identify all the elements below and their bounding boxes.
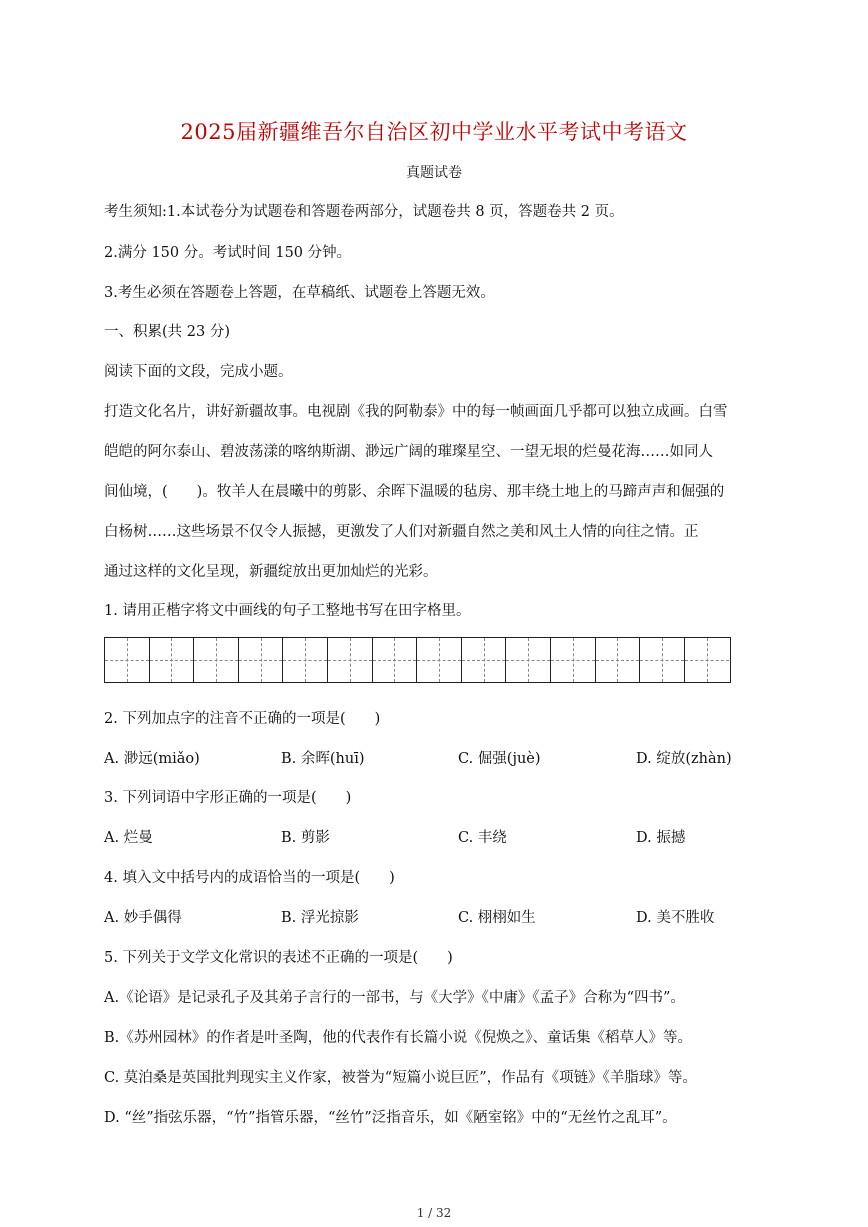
q2-option-a: A. 渺远(miǎo) — [104, 751, 200, 767]
q5-option-a: A.《论语》是记录孔子及其弟子言行的一部书，与《大学》《中庸》《孟子》合称为“四书”。 — [104, 990, 685, 1006]
grid-cell[interactable] — [150, 638, 195, 682]
q5-option-c: C. 莫泊桑是英国批判现实主义作家，被誉为“短篇小说巨匠”，作品有《项链》《羊脂球》等。 — [104, 1070, 697, 1086]
notice-line-3: 3.考生必须在答题卷上答题，在草稿纸、试题卷上答题无效。 — [104, 285, 495, 301]
grid-cell[interactable] — [373, 638, 418, 682]
exam-subtitle: 真题试卷 — [406, 165, 462, 181]
q4-option-b: B. 浮光掠影 — [281, 910, 359, 926]
passage-line: 间仙境，( )。牧羊人在晨曦中的剪影、余晖下温暖的毡房、那丰绕土地上的马蹄声声和倔强的 — [104, 484, 725, 500]
question-1: 1. 请用正楷字将文中画线的句子工整地书写在田字格里。 — [104, 603, 471, 619]
q5-option-d: D. “丝”指弦乐器，“竹”指管乐器，“丝竹”泛指音乐，如《陋室铭》中的“无丝竹之乱耳”。 — [104, 1110, 677, 1126]
grid-cell[interactable] — [105, 638, 150, 682]
page-number: 1 / 32 — [416, 1206, 452, 1220]
section-heading: 一、积累(共 23 分) — [104, 324, 230, 340]
q4-option-c: C. 栩栩如生 — [458, 910, 536, 926]
grid-cell[interactable] — [506, 638, 551, 682]
grid-cell[interactable] — [417, 638, 462, 682]
q2-option-d: D. 绽放(zhàn) — [636, 751, 732, 767]
tianzige-writing-grid[interactable] — [104, 637, 731, 683]
passage-line: 打造文化名片，讲好新疆故事。电视剧《我的阿勒泰》中的每一帧画面几乎都可以独立成画。白雪 — [104, 404, 728, 420]
q3-option-b: B. 剪影 — [281, 830, 330, 846]
passage-line: 皑皑的阿尔泰山、碧波荡漾的喀纳斯湖、渺远广阔的璀璨星空、一望无垠的烂曼花海……如同人 — [104, 444, 713, 460]
passage-line: 白杨树……这些场景不仅令人振撼，更激发了人们对新疆自然之美和风土人情的向往之情。正 — [104, 524, 699, 540]
reading-instruction: 阅读下面的文段，完成小题。 — [104, 364, 293, 380]
passage-line: 通过这样的文化呈现，新疆绽放出更加灿烂的光彩。 — [104, 564, 438, 580]
question-2: 2. 下列加点字的注音不正确的一项是( ) — [104, 711, 381, 727]
question-4: 4. 填入文中括号内的成语恰当的一项是( ) — [104, 870, 395, 886]
q2-option-b: B. 余晖(huī) — [281, 751, 365, 767]
q2-option-c: C. 倔强(juè) — [458, 751, 541, 767]
q5-option-b: B.《苏州园林》的作者是叶圣陶，他的代表作有长篇小说《倪焕之》、童话集《稻草人》等。 — [104, 1030, 693, 1046]
grid-cell[interactable] — [194, 638, 239, 682]
q3-option-d: D. 振撼 — [636, 830, 686, 846]
question-5: 5. 下列关于文学文化常识的表述不正确的一项是( ) — [104, 950, 453, 966]
notice-line-2: 2.满分 150 分。考试时间 150 分钟。 — [104, 245, 352, 261]
grid-cell[interactable] — [596, 638, 641, 682]
grid-cell[interactable] — [239, 638, 284, 682]
grid-cell[interactable] — [685, 638, 730, 682]
q4-option-d: D. 美不胜收 — [636, 910, 715, 926]
q3-option-c: C. 丰绕 — [458, 830, 507, 846]
grid-cell[interactable] — [551, 638, 596, 682]
notice-line-1: 考生须知:1.本试卷分为试题卷和答题卷两部分，试题卷共 8 页，答题卷共 2 页。 — [104, 204, 624, 220]
grid-cell[interactable] — [283, 638, 328, 682]
grid-cell[interactable] — [640, 638, 685, 682]
grid-cell[interactable] — [328, 638, 373, 682]
q3-option-a: A. 烂曼 — [104, 830, 153, 846]
grid-cell[interactable] — [462, 638, 507, 682]
exam-title: 2025届新疆维吾尔自治区初中学业水平考试中考语文 — [180, 120, 688, 144]
question-3: 3. 下列词语中字形正确的一项是( ) — [104, 790, 352, 806]
q4-option-a: A. 妙手偶得 — [104, 910, 182, 926]
